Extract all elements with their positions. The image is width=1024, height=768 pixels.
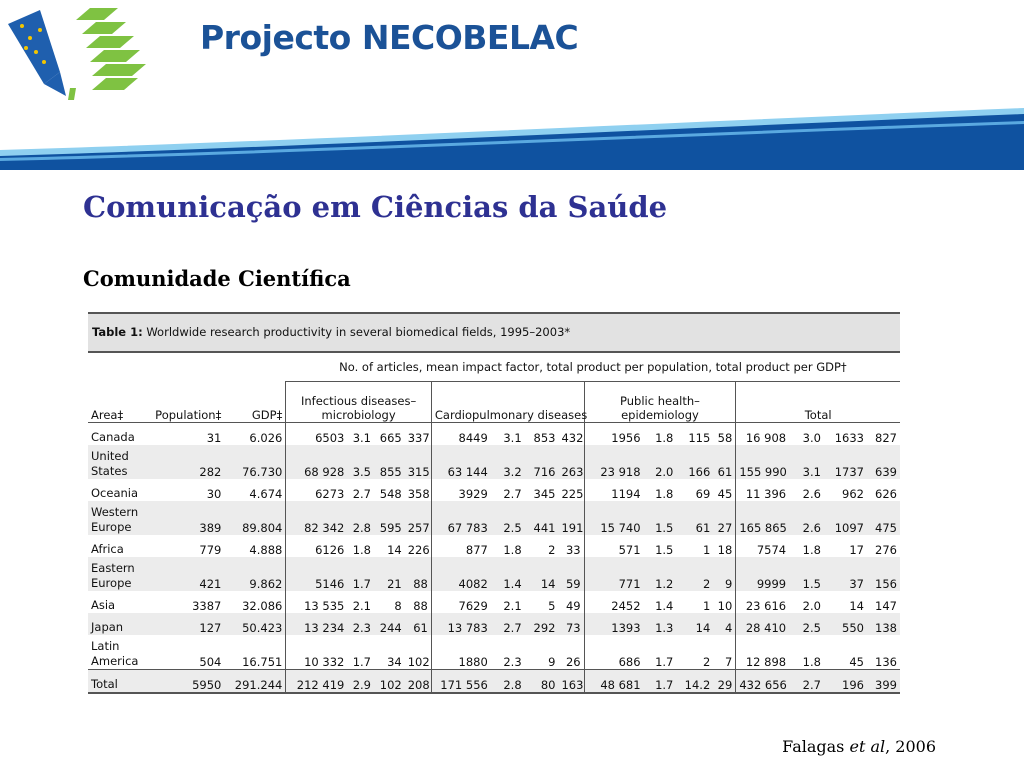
header-blank bbox=[88, 353, 286, 382]
cell-inf-1: 2.9 bbox=[347, 670, 374, 693]
cell-area: Oceania bbox=[91, 486, 139, 500]
cell-population: 127 bbox=[147, 613, 224, 635]
cell-car-1: 2.7 bbox=[503, 487, 522, 501]
cell-pub-1: 1.7 bbox=[644, 670, 677, 693]
cell-car-2: 292 bbox=[525, 613, 559, 635]
cell-tot-0: 16 908 bbox=[745, 431, 787, 445]
col-cardio: Cardiopulmonary diseases bbox=[431, 382, 584, 423]
cell-car-1: 2.7 bbox=[491, 613, 525, 635]
cell-inf-0: 10 332 bbox=[304, 655, 345, 669]
cell-pub-0: 2452 bbox=[611, 599, 641, 613]
table-row bbox=[88, 535, 900, 557]
table-row bbox=[88, 423, 900, 446]
cell-car-0: 1880 bbox=[458, 655, 488, 669]
cell-inf-1: 2.1 bbox=[352, 599, 371, 613]
cell-pub-0: 1194 bbox=[611, 487, 641, 501]
cell-tot-1: 2.7 bbox=[789, 670, 824, 693]
cell-area: United States bbox=[88, 445, 147, 479]
citation-etal: et al bbox=[849, 737, 886, 756]
cell-inf-3: 88 bbox=[405, 557, 432, 591]
cell-inf-3: 61 bbox=[405, 613, 432, 635]
cell-car-2: 9 bbox=[548, 655, 556, 669]
slide-title: Comunicação em Ciências da Saúde bbox=[83, 190, 668, 224]
cell-car-1: 1.8 bbox=[503, 543, 522, 557]
cell-car-2: 5 bbox=[548, 599, 556, 613]
cell-pub-0: 686 bbox=[618, 655, 641, 669]
cell-inf-1: 1.7 bbox=[347, 557, 374, 591]
cell-car-0: 877 bbox=[465, 543, 488, 557]
cell-car-0: 171 556 bbox=[431, 670, 490, 693]
cell-car-3: 59 bbox=[558, 557, 584, 591]
cell-pub-0: 23 918 bbox=[584, 445, 643, 479]
table-caption-text: Worldwide research productivity in several biomedical fields, 1995–2003* bbox=[146, 325, 571, 339]
table-row bbox=[88, 591, 900, 613]
cell-inf-0: 6503 bbox=[315, 431, 345, 445]
col-total: Total bbox=[736, 382, 900, 423]
cell-gdp: 76.730 bbox=[224, 445, 286, 479]
cell-area: Asia bbox=[91, 598, 116, 612]
cell-pub-3: 4 bbox=[713, 613, 736, 635]
cell-tot-0: 28 410 bbox=[736, 613, 789, 635]
cell-tot-0: 432 656 bbox=[736, 670, 789, 693]
cell-tot-0: 23 616 bbox=[745, 599, 787, 613]
cell-tot-2: 962 bbox=[842, 487, 864, 501]
cell-pub-1: 2.0 bbox=[644, 445, 677, 479]
cell-car-2: 716 bbox=[525, 445, 559, 479]
col-area: Area‡ bbox=[88, 382, 147, 423]
cell-car-1: 3.1 bbox=[503, 431, 522, 445]
cell-tot-0: 9999 bbox=[736, 557, 789, 591]
cell-tot-1: 1.8 bbox=[802, 543, 821, 557]
citation bbox=[782, 737, 936, 756]
cell-car-2: 2 bbox=[548, 543, 556, 557]
cell-area: Canada bbox=[91, 430, 135, 444]
cell-tot-1: 2.0 bbox=[802, 599, 821, 613]
cell-car-1: 2.3 bbox=[503, 655, 522, 669]
cell-tot-2: 550 bbox=[824, 613, 867, 635]
data-table bbox=[88, 353, 900, 692]
research-table bbox=[88, 312, 900, 694]
cell-inf-1: 2.7 bbox=[352, 487, 371, 501]
cell-inf-2: 595 bbox=[374, 501, 405, 535]
citation-author: Falagas bbox=[782, 737, 845, 756]
cell-tot-0: 11 396 bbox=[745, 487, 787, 501]
cell-gdp: 16.751 bbox=[224, 635, 286, 670]
cell-pub-0: 571 bbox=[618, 543, 641, 557]
cell-inf-0: 212 419 bbox=[286, 670, 348, 693]
cell-population: 389 bbox=[147, 501, 224, 535]
cell-tot-2: 196 bbox=[824, 670, 867, 693]
cell-pub-2: 61 bbox=[676, 501, 713, 535]
cell-tot-1: 1.5 bbox=[789, 557, 824, 591]
cell-car-0: 63 144 bbox=[431, 445, 490, 479]
table-row bbox=[88, 501, 900, 535]
cell-population: 779 bbox=[199, 543, 222, 557]
cell-car-0: 8449 bbox=[458, 431, 488, 445]
cell-pub-0: 771 bbox=[584, 557, 643, 591]
cell-gdp: 50.423 bbox=[224, 613, 286, 635]
cell-tot-2: 1633 bbox=[834, 431, 864, 445]
table-row bbox=[88, 557, 900, 591]
cell-inf-0: 82 342 bbox=[286, 501, 348, 535]
cell-pub-3: 7 bbox=[713, 635, 736, 670]
cell-inf-3: 88 bbox=[405, 591, 432, 613]
cell-car-0: 67 783 bbox=[431, 501, 490, 535]
cell-inf-0: 13 234 bbox=[286, 613, 348, 635]
cell-car-2: 441 bbox=[525, 501, 559, 535]
cell-inf-1: 3.1 bbox=[352, 431, 371, 445]
cell-pub-0: 1393 bbox=[584, 613, 643, 635]
cell-tot-3: 626 bbox=[875, 487, 897, 501]
cell-inf-3: 358 bbox=[405, 479, 432, 501]
cell-car-3: 73 bbox=[558, 613, 584, 635]
cell-gdp: 6.026 bbox=[224, 423, 286, 446]
cell-pub-2: 2 bbox=[702, 655, 711, 669]
cell-area: Eastern Europe bbox=[88, 557, 147, 591]
cell-car-3: 33 bbox=[558, 535, 584, 557]
cell-tot-0: 155 990 bbox=[736, 445, 789, 479]
cell-inf-3: 257 bbox=[405, 501, 432, 535]
cell-pub-2: 2 bbox=[676, 557, 713, 591]
cell-tot-1: 2.6 bbox=[802, 487, 821, 501]
cell-car-0: 4082 bbox=[431, 557, 490, 591]
cell-inf-2: 855 bbox=[374, 445, 405, 479]
cell-tot-0: 7574 bbox=[756, 543, 787, 557]
cell-pub-1: 1.2 bbox=[644, 557, 677, 591]
cell-car-3: 26 bbox=[558, 635, 584, 670]
cell-population: 5950 bbox=[147, 670, 224, 693]
cell-inf-3: 208 bbox=[405, 670, 432, 693]
cell-inf-2: 102 bbox=[374, 670, 405, 693]
table-caption bbox=[88, 314, 900, 353]
cell-car-3: 225 bbox=[558, 479, 584, 501]
cell-inf-3: 337 bbox=[405, 423, 432, 446]
cell-tot-0: 12 898 bbox=[745, 655, 787, 669]
cell-pub-2: 14 bbox=[676, 613, 713, 635]
cell-area: Africa bbox=[91, 542, 124, 556]
cell-car-1: 1.4 bbox=[491, 557, 525, 591]
cell-inf-0: 6126 bbox=[315, 543, 345, 557]
cell-inf-1: 1.7 bbox=[352, 655, 371, 669]
cell-population: 282 bbox=[147, 445, 224, 479]
cell-tot-3: 156 bbox=[867, 557, 900, 591]
cell-population: 3387 bbox=[192, 599, 222, 613]
cell-gdp: 4.674 bbox=[224, 479, 286, 501]
cell-pub-1: 1.8 bbox=[655, 431, 674, 445]
cell-inf-1: 1.8 bbox=[352, 543, 371, 557]
cell-tot-0: 165 865 bbox=[736, 501, 789, 535]
cell-area: Total bbox=[88, 670, 147, 693]
span-header: No. of articles, mean impact factor, total product per population, total product per GDP† bbox=[286, 353, 900, 382]
cell-tot-2: 1737 bbox=[824, 445, 867, 479]
cell-inf-3: 226 bbox=[405, 535, 432, 557]
cell-tot-3: 475 bbox=[867, 501, 900, 535]
cell-tot-3: 276 bbox=[875, 543, 897, 557]
cell-pub-1: 1.3 bbox=[644, 613, 677, 635]
table-row bbox=[88, 613, 900, 635]
cell-population: 504 bbox=[199, 655, 222, 669]
cell-tot-2: 14 bbox=[849, 599, 864, 613]
table-body bbox=[88, 423, 900, 693]
cell-population: 30 bbox=[206, 487, 222, 501]
cell-pub-3: 9 bbox=[713, 557, 736, 591]
cell-tot-3: 827 bbox=[875, 431, 897, 445]
cell-pub-0: 1956 bbox=[611, 431, 641, 445]
cell-car-3: 432 bbox=[558, 423, 584, 446]
project-title: Projecto NECOBELAC bbox=[200, 18, 579, 57]
cell-area: Japan bbox=[88, 613, 147, 635]
cell-inf-1: 2.8 bbox=[347, 501, 374, 535]
col-public-health: Public health– epidemiology bbox=[584, 382, 736, 423]
slide-subtitle: Comunidade Científica bbox=[83, 266, 351, 291]
cell-inf-2: 244 bbox=[374, 613, 405, 635]
cell-tot-2: 17 bbox=[849, 543, 864, 557]
cell-tot-1: 1.8 bbox=[802, 655, 821, 669]
table-row bbox=[88, 670, 900, 693]
cell-pub-2: 115 bbox=[688, 431, 711, 445]
cell-pub-1: 1.4 bbox=[655, 599, 674, 613]
cell-tot-2: 45 bbox=[849, 655, 864, 669]
cell-pub-3: 45 bbox=[713, 479, 736, 501]
cell-gdp: 291.244 bbox=[224, 670, 286, 693]
cell-car-0: 13 783 bbox=[431, 613, 490, 635]
cell-inf-0: 13 535 bbox=[304, 599, 345, 613]
cell-tot-2: 1097 bbox=[824, 501, 867, 535]
cell-tot-1: 3.1 bbox=[789, 445, 824, 479]
cell-car-3: 263 bbox=[558, 445, 584, 479]
cell-car-3: 191 bbox=[558, 501, 584, 535]
cell-tot-3: 147 bbox=[875, 599, 897, 613]
cell-inf-2: 665 bbox=[379, 431, 402, 445]
cell-car-2: 80 bbox=[525, 670, 559, 693]
cell-pub-3: 29 bbox=[713, 670, 736, 693]
cell-car-0: 7629 bbox=[458, 599, 488, 613]
cell-pub-2: 166 bbox=[676, 445, 713, 479]
cell-inf-1: 3.5 bbox=[347, 445, 374, 479]
cell-car-1: 3.2 bbox=[491, 445, 525, 479]
cell-pub-1: 1.7 bbox=[655, 655, 674, 669]
col-gdp: GDP‡ bbox=[224, 382, 286, 423]
cell-pub-3: 27 bbox=[713, 501, 736, 535]
slide-header bbox=[0, 0, 1024, 170]
cell-population: 421 bbox=[147, 557, 224, 591]
cell-pub-0: 15 740 bbox=[584, 501, 643, 535]
cell-gdp: 89.804 bbox=[224, 501, 286, 535]
cell-pub-0: 48 681 bbox=[584, 670, 643, 693]
cell-pub-2: 14.2 bbox=[676, 670, 713, 693]
cell-pub-3: 18 bbox=[713, 535, 736, 557]
cell-pub-2: 1 bbox=[702, 543, 711, 557]
cell-car-1: 2.5 bbox=[491, 501, 525, 535]
cell-inf-2: 548 bbox=[379, 487, 402, 501]
cell-car-1: 2.8 bbox=[491, 670, 525, 693]
cell-car-2: 853 bbox=[533, 431, 556, 445]
cell-tot-3: 136 bbox=[875, 655, 897, 669]
citation-year: , 2006 bbox=[885, 737, 936, 756]
cell-inf-2: 34 bbox=[387, 655, 402, 669]
cell-inf-3: 315 bbox=[405, 445, 432, 479]
cell-tot-3: 399 bbox=[867, 670, 900, 693]
quill-pen-logo-icon bbox=[8, 8, 146, 100]
cell-pub-2: 1 bbox=[702, 599, 711, 613]
table-caption-label: Table 1: bbox=[92, 325, 143, 339]
cell-tot-1: 3.0 bbox=[802, 431, 821, 445]
cell-car-2: 14 bbox=[525, 557, 559, 591]
cell-inf-0: 6273 bbox=[315, 487, 345, 501]
cell-pub-2: 69 bbox=[695, 487, 711, 501]
cell-pub-1: 1.5 bbox=[655, 543, 674, 557]
cell-inf-1: 2.3 bbox=[347, 613, 374, 635]
cell-inf-2: 21 bbox=[374, 557, 405, 591]
table-row bbox=[88, 445, 900, 479]
col-infectious: Infectious diseases– microbiology bbox=[286, 382, 432, 423]
cell-pub-1: 1.5 bbox=[644, 501, 677, 535]
cell-inf-3: 102 bbox=[405, 635, 432, 670]
col-population: Population‡ bbox=[147, 382, 224, 423]
table-row bbox=[88, 635, 900, 670]
cell-gdp: 4.888 bbox=[224, 535, 286, 557]
cell-inf-0: 5146 bbox=[286, 557, 348, 591]
cell-gdp: 9.862 bbox=[224, 557, 286, 591]
cell-tot-1: 2.5 bbox=[789, 613, 824, 635]
cell-population: 31 bbox=[206, 431, 222, 445]
cell-tot-3: 138 bbox=[867, 613, 900, 635]
cell-tot-3: 639 bbox=[867, 445, 900, 479]
cell-area: Latin America bbox=[91, 639, 139, 668]
table-row bbox=[88, 479, 900, 501]
cell-pub-3: 61 bbox=[713, 445, 736, 479]
cell-car-0: 3929 bbox=[458, 487, 488, 501]
cell-inf-2: 8 bbox=[394, 599, 402, 613]
cell-pub-3: 10 bbox=[713, 591, 736, 613]
cell-car-1: 2.1 bbox=[503, 599, 522, 613]
cell-inf-2: 14 bbox=[387, 543, 402, 557]
cell-area: Western Europe bbox=[88, 501, 147, 535]
cell-gdp: 32.086 bbox=[224, 591, 286, 613]
cell-tot-1: 2.6 bbox=[789, 501, 824, 535]
cell-car-2: 345 bbox=[533, 487, 556, 501]
cell-inf-0: 68 928 bbox=[286, 445, 348, 479]
cell-pub-1: 1.8 bbox=[655, 487, 674, 501]
cell-car-3: 163 bbox=[558, 670, 584, 693]
cell-car-3: 49 bbox=[558, 591, 584, 613]
cell-tot-2: 37 bbox=[824, 557, 867, 591]
cell-pub-3: 58 bbox=[713, 423, 736, 446]
